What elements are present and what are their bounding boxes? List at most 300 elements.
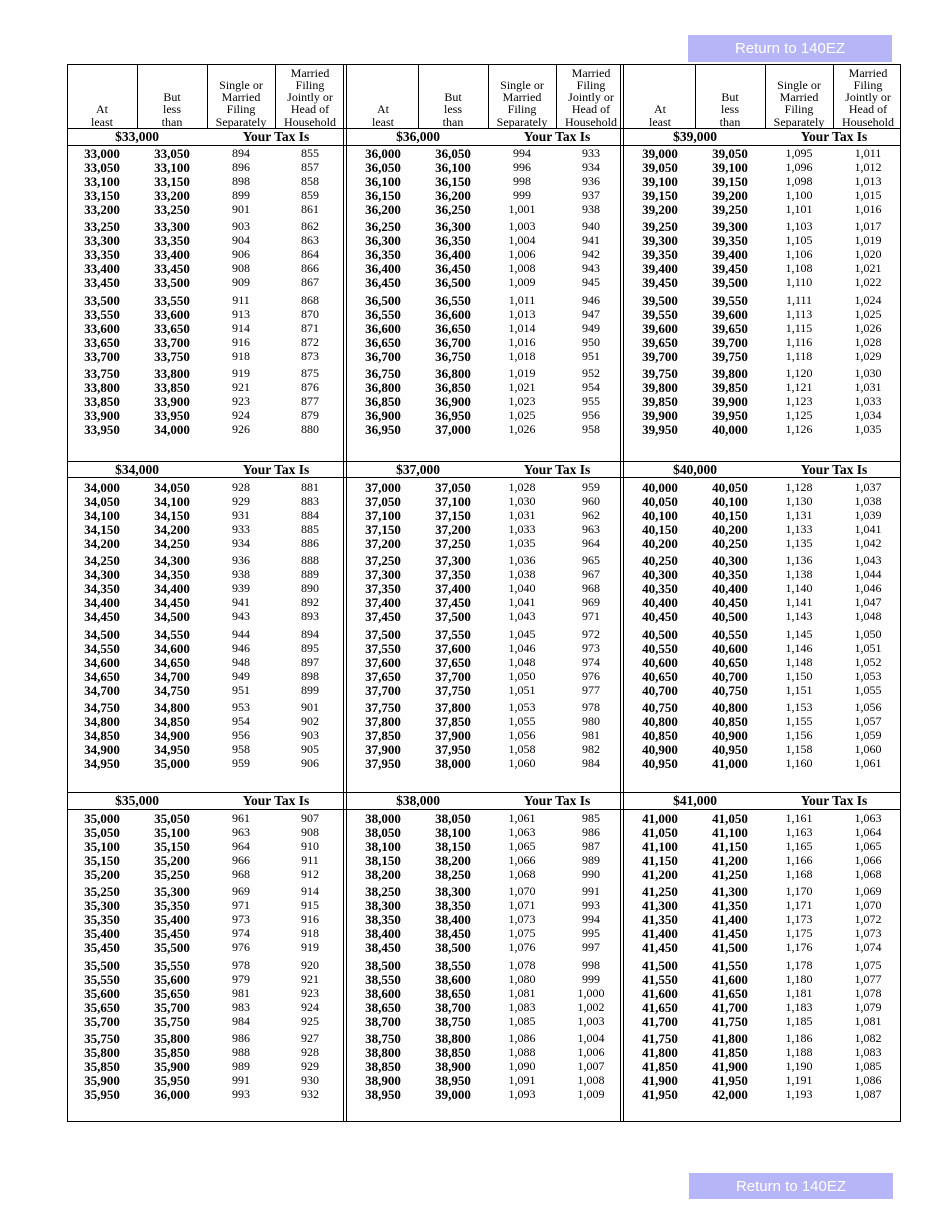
- single-tax-value: 1,033: [508, 522, 536, 536]
- married-tax-value: 1,066: [854, 853, 882, 867]
- married-tax-value: 897: [301, 654, 319, 669]
- at-least-value: 41,600: [642, 985, 678, 1001]
- column-header-single: [207, 64, 275, 128]
- column-header-less-than: [137, 64, 207, 128]
- single-tax-value: 968: [232, 867, 250, 881]
- married-tax-value: 967: [582, 567, 600, 582]
- at-least-value: 41,200: [642, 867, 678, 882]
- at-least-value: 40,800: [642, 714, 678, 730]
- less-than-value: 41,500: [712, 940, 748, 956]
- less-than-value: 34,850: [154, 714, 190, 730]
- less-than-value: 34,750: [154, 682, 190, 698]
- less-than-value: 38,200: [435, 853, 471, 868]
- at-least-value: 33,200: [84, 202, 120, 217]
- single-tax-value: 963: [232, 825, 250, 839]
- at-least-value: 38,400: [365, 926, 401, 942]
- less-than-value: 39,400: [712, 247, 748, 263]
- at-least-value: 39,650: [642, 334, 678, 350]
- less-than-value: 35,400: [154, 912, 190, 928]
- single-tax-value: 1,185: [785, 1013, 813, 1028]
- at-least-value: 34,350: [84, 581, 120, 597]
- less-than-value: 36,700: [435, 334, 471, 350]
- single-tax-value: 1,175: [785, 926, 813, 941]
- less-than-value: 34,550: [154, 626, 190, 642]
- single-tax-value: 951: [232, 682, 250, 697]
- married-tax-value: 1,019: [854, 233, 882, 248]
- single-tax-value: 1,043: [508, 609, 536, 624]
- single-tax-value: 1,145: [785, 626, 813, 641]
- at-least-value: 36,000: [365, 146, 401, 161]
- single-tax-value: 969: [232, 884, 250, 899]
- married-tax-value: 886: [301, 536, 319, 550]
- married-tax-value: 893: [301, 609, 319, 624]
- married-tax-value: 1,038: [854, 494, 882, 508]
- at-least-value: 33,600: [84, 320, 120, 336]
- single-tax-value: 1,178: [785, 957, 813, 972]
- less-than-value: 33,900: [154, 394, 190, 410]
- married-tax-value: 1,072: [854, 912, 882, 927]
- single-tax-value: 906: [232, 247, 250, 262]
- single-tax-value: 961: [232, 811, 250, 825]
- single-tax-value: 1,186: [785, 1031, 813, 1046]
- single-tax-value: 989: [232, 1059, 250, 1074]
- single-tax-value: 1,078: [508, 957, 536, 972]
- less-than-value: 40,300: [712, 553, 748, 569]
- married-tax-value: 998: [582, 957, 600, 972]
- less-than-value: 40,100: [712, 494, 748, 509]
- married-tax-value: 873: [301, 348, 319, 363]
- married-tax-value: 937: [582, 188, 600, 202]
- married-tax-value: 1,007: [577, 1059, 605, 1074]
- single-tax-value: 1,183: [785, 999, 813, 1014]
- at-least-value: 40,900: [642, 742, 678, 758]
- at-least-value: 41,150: [642, 853, 678, 868]
- single-tax-value: 1,035: [508, 536, 536, 550]
- married-tax-value: 1,051: [854, 640, 882, 655]
- single-tax-value: 986: [232, 1031, 250, 1046]
- at-least-value: 35,500: [84, 957, 120, 973]
- less-than-value: 41,150: [712, 839, 748, 854]
- less-than-value: 38,550: [435, 957, 471, 973]
- single-tax-value: 1,003: [508, 219, 536, 234]
- header-line: least: [649, 114, 671, 129]
- single-tax-value: 919: [232, 366, 250, 381]
- band-label: $38,000: [396, 793, 440, 808]
- single-tax-value: 1,146: [785, 640, 813, 655]
- married-tax-value: 1,033: [854, 394, 882, 409]
- single-tax-value: 1,040: [508, 581, 536, 596]
- single-tax-value: 1,121: [785, 380, 813, 395]
- single-tax-value: 933: [232, 522, 250, 536]
- less-than-value: 41,100: [712, 825, 748, 840]
- less-than-value: 37,150: [435, 508, 471, 523]
- header-line: Head of: [571, 102, 611, 117]
- at-least-value: 35,700: [84, 1013, 120, 1029]
- married-tax-value: 895: [301, 640, 319, 655]
- less-than-value: 37,600: [435, 640, 471, 656]
- at-least-value: 33,950: [84, 422, 120, 438]
- at-least-value: 41,700: [642, 1013, 678, 1029]
- married-tax-value: 1,063: [854, 811, 882, 825]
- header-line: Jointly or: [568, 90, 614, 105]
- less-than-value: 33,550: [154, 292, 190, 308]
- single-tax-value: 1,060: [508, 756, 536, 771]
- single-tax-value: 981: [232, 985, 250, 1000]
- less-than-value: 36,350: [435, 233, 471, 249]
- married-tax-value: 1,048: [854, 609, 882, 624]
- at-least-value: 34,500: [84, 626, 120, 642]
- married-tax-value: 960: [582, 494, 600, 508]
- less-than-value: 41,200: [712, 853, 748, 868]
- header-line: Married: [779, 90, 819, 105]
- married-tax-value: 910: [301, 839, 319, 853]
- single-tax-value: 1,096: [785, 160, 813, 174]
- less-than-value: 41,400: [712, 912, 748, 928]
- at-least-value: 41,350: [642, 912, 678, 928]
- at-least-value: 41,500: [642, 957, 678, 973]
- single-tax-value: 1,153: [785, 700, 813, 715]
- married-tax-value: 1,059: [854, 728, 882, 743]
- married-tax-value: 1,050: [854, 626, 882, 641]
- married-tax-value: 943: [582, 261, 600, 276]
- less-than-value: 35,800: [154, 1031, 190, 1047]
- less-than-value: 40,450: [712, 595, 748, 611]
- married-tax-value: 936: [582, 174, 600, 188]
- married-tax-value: 1,078: [854, 985, 882, 1000]
- at-least-value: 38,950: [365, 1087, 401, 1103]
- married-tax-value: 916: [301, 912, 319, 927]
- married-tax-value: 855: [301, 146, 319, 160]
- header-line: Married: [571, 65, 611, 80]
- single-tax-value: 941: [232, 595, 250, 610]
- single-tax-value: 1,028: [508, 480, 536, 494]
- single-tax-value: 1,071: [508, 898, 536, 913]
- single-tax-value: 954: [232, 714, 250, 729]
- less-than-value: 36,450: [435, 261, 471, 277]
- married-tax-value: 899: [301, 682, 319, 697]
- at-least-value: 37,850: [365, 728, 401, 744]
- at-least-value: 35,550: [84, 971, 120, 987]
- single-tax-value: 1,013: [508, 306, 536, 321]
- at-least-value: 36,100: [365, 174, 401, 189]
- your-tax-is-label: Your Tax Is: [523, 793, 591, 808]
- married-tax-value: 862: [301, 219, 319, 234]
- at-least-value: 38,550: [365, 971, 401, 987]
- at-least-value: 39,250: [642, 219, 678, 235]
- less-than-value: 37,950: [435, 742, 471, 758]
- less-than-value: 39,650: [712, 320, 748, 336]
- at-least-value: 37,600: [365, 654, 401, 670]
- at-least-value: 34,100: [84, 508, 120, 523]
- less-than-value: 40,200: [712, 522, 748, 537]
- married-tax-value: 980: [582, 714, 600, 729]
- single-tax-value: 1,093: [508, 1087, 536, 1102]
- at-least-value: 33,650: [84, 334, 120, 350]
- less-than-value: 34,800: [154, 700, 190, 716]
- less-than-value: 40,250: [712, 536, 748, 551]
- married-tax-value: 932: [301, 1087, 319, 1102]
- single-tax-value: 971: [232, 898, 250, 913]
- at-least-value: 38,750: [365, 1031, 401, 1047]
- header-line: less: [721, 102, 739, 117]
- less-than-value: 41,800: [712, 1031, 748, 1047]
- header-line: Filing: [226, 102, 256, 117]
- column-header-less-than: [418, 64, 488, 128]
- less-than-value: 36,500: [435, 275, 471, 291]
- less-than-value: 37,200: [435, 522, 471, 537]
- married-tax-value: 1,034: [854, 408, 882, 423]
- at-least-value: 38,500: [365, 957, 401, 973]
- married-tax-value: 1,055: [854, 682, 882, 697]
- at-least-value: 37,350: [365, 581, 401, 597]
- single-tax-value: 946: [232, 640, 250, 655]
- single-tax-value: 1,105: [785, 233, 813, 248]
- single-tax-value: 1,116: [785, 334, 813, 349]
- single-tax-value: 964: [232, 839, 250, 853]
- single-tax-value: 1,008: [508, 261, 536, 276]
- married-tax-value: 1,060: [854, 742, 882, 757]
- header-line: Filing: [295, 77, 325, 92]
- single-tax-value: 1,088: [508, 1045, 536, 1060]
- less-than-value: 33,850: [154, 380, 190, 396]
- less-than-value: 40,600: [712, 640, 748, 656]
- at-least-value: 37,250: [365, 553, 401, 569]
- single-tax-value: 1,155: [785, 714, 813, 729]
- at-least-value: 39,050: [642, 160, 678, 175]
- less-than-value: 41,350: [712, 898, 748, 914]
- at-least-value: 36,350: [365, 247, 401, 263]
- at-least-value: 33,350: [84, 247, 120, 263]
- married-tax-value: 901: [301, 700, 319, 715]
- band-label: $34,000: [115, 462, 159, 477]
- at-least-value: 40,650: [642, 668, 678, 684]
- married-tax-value: 871: [301, 320, 319, 335]
- married-tax-value: 950: [582, 334, 600, 349]
- header-line: Married: [290, 65, 330, 80]
- less-than-value: 41,700: [712, 999, 748, 1015]
- at-least-value: 34,600: [84, 654, 120, 670]
- at-least-value: 33,500: [84, 292, 120, 308]
- at-least-value: 41,800: [642, 1045, 678, 1061]
- header-line: Separately: [773, 114, 825, 129]
- single-tax-value: 1,055: [508, 714, 536, 729]
- at-least-value: 36,700: [365, 348, 401, 364]
- married-tax-value: 1,031: [854, 380, 882, 395]
- married-tax-value: 1,039: [854, 508, 882, 522]
- single-tax-value: 996: [513, 160, 531, 174]
- married-tax-value: 1,000: [577, 985, 605, 1000]
- single-tax-value: 1,110: [785, 275, 813, 290]
- less-than-value: 37,900: [435, 728, 471, 744]
- at-least-value: 34,950: [84, 756, 120, 772]
- single-tax-value: 1,135: [785, 536, 813, 550]
- at-least-value: 36,850: [365, 394, 401, 410]
- column-header-married: [275, 64, 345, 128]
- at-least-value: 39,150: [642, 188, 678, 203]
- married-tax-value: 1,053: [854, 668, 882, 683]
- less-than-value: 39,750: [712, 348, 748, 364]
- at-least-value: 39,950: [642, 422, 678, 438]
- married-tax-value: 1,083: [854, 1045, 882, 1060]
- married-tax-value: 951: [582, 348, 600, 363]
- less-than-value: 38,700: [435, 999, 471, 1015]
- married-tax-value: 911: [301, 853, 319, 867]
- at-least-value: 40,300: [642, 567, 678, 583]
- single-tax-value: 1,161: [785, 811, 813, 825]
- single-tax-value: 983: [232, 999, 250, 1014]
- married-tax-value: 867: [301, 275, 319, 290]
- at-least-value: 33,550: [84, 306, 120, 322]
- single-tax-value: 1,073: [508, 912, 536, 927]
- single-tax-value: 1,025: [508, 408, 536, 423]
- married-tax-value: 859: [301, 188, 319, 202]
- married-tax-value: 949: [582, 320, 600, 335]
- at-least-value: 33,300: [84, 233, 120, 249]
- single-tax-value: 1,018: [508, 348, 536, 363]
- at-least-value: 33,100: [84, 174, 120, 189]
- married-tax-value: 927: [301, 1031, 319, 1046]
- at-least-value: 35,800: [84, 1045, 120, 1061]
- less-than-value: 34,000: [154, 422, 190, 438]
- band-label: $36,000: [396, 129, 440, 144]
- less-than-value: 41,050: [712, 811, 748, 826]
- single-tax-value: 1,160: [785, 756, 813, 771]
- less-than-value: 35,750: [154, 1013, 190, 1029]
- header-line: Household: [284, 114, 336, 129]
- less-than-value: 38,150: [435, 839, 471, 854]
- at-least-value: 36,950: [365, 422, 401, 438]
- single-tax-value: 1,046: [508, 640, 536, 655]
- less-than-value: 37,850: [435, 714, 471, 730]
- return-to-140ez-button-bottom[interactable]: Return to 140EZ: [689, 1173, 893, 1199]
- single-tax-value: 1,158: [785, 742, 813, 757]
- single-tax-value: 924: [232, 408, 250, 423]
- less-than-value: 38,850: [435, 1045, 471, 1061]
- at-least-value: 36,600: [365, 320, 401, 336]
- single-tax-value: 1,188: [785, 1045, 813, 1060]
- less-than-value: 33,100: [154, 160, 190, 175]
- married-tax-value: 963: [582, 522, 600, 536]
- single-tax-value: 1,151: [785, 682, 813, 697]
- less-than-value: 35,250: [154, 867, 190, 882]
- return-to-140ez-button-top[interactable]: Return to 140EZ: [688, 35, 892, 62]
- married-tax-value: 946: [582, 292, 600, 307]
- less-than-value: 34,650: [154, 654, 190, 670]
- header-line: least: [91, 114, 113, 129]
- at-least-value: 38,050: [365, 825, 401, 840]
- at-least-value: 41,900: [642, 1073, 678, 1089]
- single-tax-value: 1,141: [785, 595, 813, 610]
- column-header-at-least: [67, 64, 137, 128]
- single-tax-value: 908: [232, 261, 250, 276]
- married-tax-value: 921: [301, 971, 319, 986]
- single-tax-value: 1,163: [785, 825, 813, 839]
- single-tax-value: 1,180: [785, 971, 813, 986]
- less-than-value: 38,900: [435, 1059, 471, 1075]
- at-least-value: 39,400: [642, 261, 678, 277]
- single-tax-value: 1,091: [508, 1073, 536, 1088]
- single-tax-value: 984: [232, 1013, 250, 1028]
- your-tax-is-label: Your Tax Is: [800, 793, 868, 808]
- married-tax-value: 1,017: [854, 219, 882, 234]
- at-least-value: 36,200: [365, 202, 401, 217]
- header-line: Household: [842, 114, 894, 129]
- married-tax-value: 1,065: [854, 839, 882, 853]
- at-least-value: 34,850: [84, 728, 120, 744]
- single-tax-value: 1,038: [508, 567, 536, 582]
- header-line: Single or: [500, 77, 544, 92]
- single-tax-value: 899: [232, 188, 250, 202]
- less-than-value: 41,450: [712, 926, 748, 942]
- single-tax-value: 966: [232, 853, 250, 867]
- single-tax-value: 929: [232, 494, 250, 508]
- at-least-value: 41,300: [642, 898, 678, 914]
- at-least-value: 41,400: [642, 926, 678, 942]
- at-least-value: 40,550: [642, 640, 678, 656]
- at-least-value: 35,900: [84, 1073, 120, 1089]
- less-than-value: 37,750: [435, 682, 471, 698]
- table-rule: [67, 809, 900, 810]
- less-than-value: 33,600: [154, 306, 190, 322]
- single-tax-value: 1,113: [785, 306, 813, 321]
- less-than-value: 33,400: [154, 247, 190, 263]
- less-than-value: 41,900: [712, 1059, 748, 1075]
- at-least-value: 39,300: [642, 233, 678, 249]
- at-least-value: 33,900: [84, 408, 120, 424]
- at-least-value: 41,050: [642, 825, 678, 840]
- single-tax-value: 918: [232, 348, 250, 363]
- at-least-value: 35,050: [84, 825, 120, 840]
- less-than-value: 34,400: [154, 581, 190, 597]
- less-than-value: 41,750: [712, 1013, 748, 1029]
- single-tax-value: 979: [232, 971, 250, 986]
- header-line: Filing: [853, 77, 883, 92]
- less-than-value: 35,850: [154, 1045, 190, 1061]
- less-than-value: 40,500: [712, 609, 748, 625]
- less-than-value: 35,150: [154, 839, 190, 854]
- single-tax-value: 1,080: [508, 971, 536, 986]
- less-than-value: 35,950: [154, 1073, 190, 1089]
- at-least-value: 36,150: [365, 188, 401, 203]
- less-than-value: 34,500: [154, 609, 190, 625]
- married-tax-value: 875: [301, 366, 319, 381]
- single-tax-value: 944: [232, 626, 250, 641]
- at-least-value: 34,200: [84, 536, 120, 551]
- single-tax-value: 993: [232, 1087, 250, 1102]
- married-tax-value: 981: [582, 728, 600, 743]
- less-than-value: 33,150: [154, 174, 190, 189]
- at-least-value: 37,700: [365, 682, 401, 698]
- at-least-value: 41,950: [642, 1087, 678, 1103]
- at-least-value: 40,250: [642, 553, 678, 569]
- less-than-value: 36,250: [435, 202, 471, 217]
- column-header-single: [765, 64, 833, 128]
- married-tax-value: 1,022: [854, 275, 882, 290]
- less-than-value: 35,300: [154, 884, 190, 900]
- at-least-value: 38,100: [365, 839, 401, 854]
- married-tax-value: 978: [582, 700, 600, 715]
- less-than-value: 36,600: [435, 306, 471, 322]
- single-tax-value: 1,019: [508, 366, 536, 381]
- less-than-value: 33,300: [154, 219, 190, 235]
- less-than-value: 35,600: [154, 971, 190, 987]
- column-header-married: [556, 64, 626, 128]
- single-tax-value: 1,170: [785, 884, 813, 899]
- less-than-value: 38,400: [435, 912, 471, 928]
- married-tax-value: 1,043: [854, 553, 882, 568]
- married-tax-value: 1,021: [854, 261, 882, 276]
- less-than-value: 36,750: [435, 348, 471, 364]
